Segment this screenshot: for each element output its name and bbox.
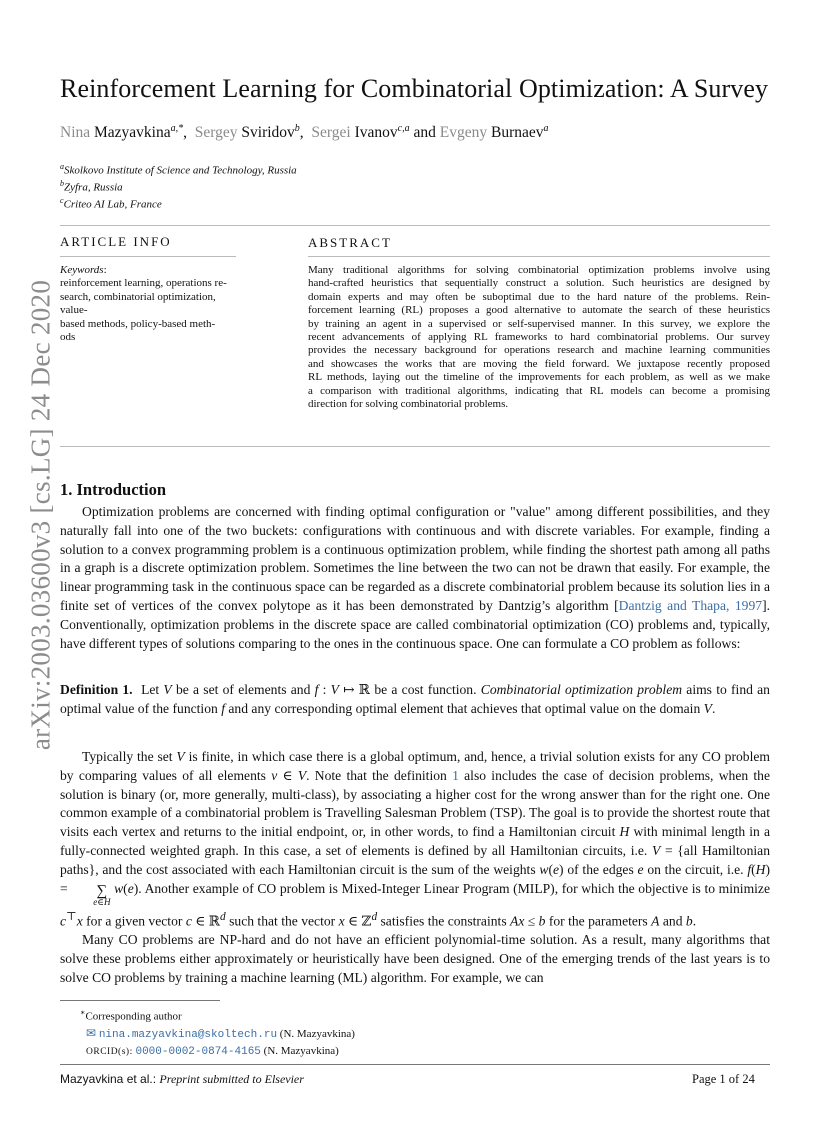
affiliation-text: Skolkovo Institute of Science and Technology, Russia [64,164,297,177]
footnote-divider [60,1000,220,1001]
section-title: 1. Introduction [60,480,167,499]
email-icon: ✉ [86,1025,97,1040]
paragraph-text: . Note that the definition [306,767,447,783]
abstract-line: forcement learning (RL) proposes a good alternative to automate the search of these heuristics [308,304,770,317]
paragraph-text: for the parameters [548,913,648,929]
footer-divider [60,1064,770,1065]
definition-label: Definition 1. [60,682,133,697]
paragraph-text: , and the cost associated with each Hamiltonian circuit is the sum of the weights [95,861,536,877]
abstract-line: hand-crafted heuristics that sequentially construct a solution. Such heuristics are designed by [308,277,770,290]
email-link[interactable]: nina.mazyavkina@skoltech.ru [98,1028,278,1041]
abstract-line: by training an agent in a supervised or self-supervised manner. In this survey, we explore the [308,317,770,330]
affiliation [60,196,162,211]
paragraph-text: is finite, in which case there is a global optimum, and, hence, a trivial solution exists for any CO problem by comparing values of all elements [60,749,770,783]
keywords-line: search, combinatorial optimization, value- [60,290,216,317]
author-list: Nina Mazyavkina$^{a,*}$, Sergey Sviridov$^b$, Sergei Ivanov$^{c,a}$ and Evgeny Burnaev$^a$ [60,123,549,142]
paragraph-text: satisfies the constraints [380,913,507,929]
author-first-name: Evgeny [439,124,488,142]
arxiv-sidebar [16,245,66,785]
citation-link[interactable]: Dantzig and Thapa, 1997 [618,597,763,613]
sum-symbol: ∑ e∈H [93,882,111,907]
author-superscript[interactable]: a,* [170,123,184,134]
abstract-heading: ABSTRACT [308,235,392,250]
orcid-link[interactable]: 0000-0002-0874-4165 [135,1045,261,1058]
affiliation [60,179,123,194]
paragraph-text: and [662,913,683,929]
author-last-name: Burnaev [491,124,544,142]
divider [60,446,770,447]
orcid-label: ORCID(s): [86,1046,133,1057]
footnote-text: (N. Mazyavkina) [263,1044,339,1057]
author-last-name: Ivanov [354,124,398,142]
affiliation-text: Zyfra, Russia [64,181,123,194]
divider [60,225,770,226]
author-first-name: Sergei [311,124,351,142]
footnote-text: Corresponding author [85,1010,182,1023]
paragraph-text: on the circuit, i.e. [647,861,744,877]
keywords-line: based methods, policy-based meth- [60,317,216,330]
abstract-line: domain experts and may often be suboptimal due to the hard nature of the problems. Rein- [308,290,770,303]
abstract-line: recent advancements of applying RL frameworks to hard combinatorial problems. Our survey [308,331,770,344]
arxiv-stamp[interactable]: arXiv:2003.03600v3 [cs.LG] 24 Dec 2020 [25,279,56,751]
body-paragraph: Typically the set V is finite, in which case there is a global optimum, and, hence, a trivial solution exists for any CO problem by comparing values of all elements v ∈ V. Note that the definition 1 also includes the case of decision problems, when the solution is binary (or, more generally, multi-class), by associating a higher cost for the wrong answer than for the right one. One common example of a combinatorial problem is Travelling Salesman Problem (TSP). The goal is to provide the shortest route that visits each vertex and returns to the initial endpoint, or, in other words, to find a Hamiltonian circuit H with minimal length in a fully-connected weighted graph. In this case, a set of elements is defined by all Hamiltonian circuits, i.e. V = {all Hamiltonian paths}, and the cost associated with each Hamiltonian circuit is the sum of the weights w(e) of the edges e on the circuit, i.e. f(H) = ∑ e∈H w(e). Another example of CO problem is Mixed-Integer Linear Program (MILP), for which the objective is to minimize c⊤x for a given vector c ∈ ℝ$^d$ such that the vector x ∈ ℤ$^d$ satisfies the constraints Ax ≤ b for the parameters A and b. Many CO problems are NP-hard and do not have an efficient polynomial-time solution. As a result, many algorithms that solve these problems either approximately or heuristically have been designed. One of the emerging trends of the last years is to solve CO problems by training a machine learning (ML) algorithm. For example, we can [60,749,771,985]
keywords-label: Keywords [60,264,104,276]
footnote-text: (N. Mazyavkina) [279,1027,355,1040]
definition-block: Definition 1. Let V be a set of elements and f : V ↦ ℝ be a cost function. Combinatorial optimization problem aims to find an optimal value of the function f and any corresponding optimal element that achieves that optimal value on the domain V. [60,682,770,716]
paragraph-text: Many CO problems are NP-hard and do not have an efficient polynomial-time solution. As a result, many algorithms that solve these problems either approximately or heuristically have been designed. One of the emerging trends of the last years is to solve CO problems by training a machine learning (ML) algorithm. For example, we can [60,931,770,985]
keywords-block: Keywords: reinforcement learning, operations re- search, combinatorial optimization, value- based methods, policy-based meth- ods [60,264,245,344]
definition-text: and any corresponding optimal element that achieves that optimal value on the domain [228,700,701,716]
footer-author: Mazyavkina et al.: [60,1072,157,1086]
paragraph-text: ]. Conventionally, optimization problems in the discrete space are called combinatorial optimization (CO) problems and, typically, have different types of solutions comparing to the ones in the continuous space. One can formulate a CO problem as follows: [60,597,770,651]
affiliation-marker: c [60,196,64,205]
page-number: Page 1 of 24 [692,1072,755,1086]
author-superscript[interactable]: c,a [397,123,410,134]
affiliation-marker: b [60,179,64,188]
paper-title: Reinforcement Learning for Combinatorial Optimization: A Survey [60,74,769,103]
abstract-body [308,264,770,411]
footer-citation [60,1072,304,1087]
footer-preprint: Preprint submitted to Elsevier [159,1072,304,1086]
paragraph-text: for a given vector [86,913,183,929]
author-and: and [413,124,436,142]
definition-text: be a cost function. [374,682,477,697]
abstract-line: Many traditional algorithms for solving combinatorial optimization problems involve using [308,264,770,276]
abstract-line: provides the necessary background for operations research and machine learning communities [308,344,770,357]
abstract-line: direction for solving combinatorial problems. [308,398,509,411]
abstract-line: a comparison with traditional algorithms, indicating that RL models can become a promising [308,384,770,397]
paragraph-text: also includes the case of decision problems, when the solution is binary (or, more generally, multi-class), by associating a higher cost for the wrong answer than for the right one. One common example of a combinatorial problem is Travelling Salesman Problem (TSP). The goal is to provide the shortest route that visits each vertex and returns to the initial endpoint, or, in other words, to find a Hamiltonian circuit [60,767,771,840]
definition-text: be a set of elements and [175,682,311,697]
paragraph-text: Optimization problems are concerned with finding optimal configuration or "value" among different possibilities, and they naturally fall into one of the two buckets: configurations with continuous and with discrete variables. For example, finding a solution to a convex programming problem is a continuous optimization problem, while finding the shortest path among all paths in a graph is a discrete optimization problem. Sometimes the line between the two can not be drawn that easily. For example, the linear programming task in the continuous space can be regarded as a discrete combinatorial problem because its solution lies in a finite set of vertices of the convex polytope as it has been demonstrated by Dantzig’s algorithm [ [60,504,770,613]
affiliation-marker: a [60,162,64,171]
keywords-line: reinforcement learning, operations re- [60,277,227,290]
affiliation-text: Criteo AI Lab, France [63,198,162,211]
abstract-line: RL methods, laying out the timeline of the improvements for each problem, as well as we make [308,371,770,384]
definition-ref-link[interactable]: 1 [452,767,459,783]
affiliation [60,162,297,177]
author-first-name: Nina [60,124,91,142]
paragraph-text: such that the vector [229,913,336,929]
divider [60,256,236,257]
definition-term: Combinatorial optimization problem [480,682,683,697]
definition-text: Let [141,682,160,697]
author-last-name: Mazyavkina [94,124,171,142]
author-superscript[interactable]: b [294,123,300,134]
footnote: ∗Corresponding author ✉ nina.mazyavkina@skoltech.ru (N. Mazyavkina) ORCID(s): 0000-0002-0874-4165 (N. Mazyavkina) [80,1008,355,1058]
intro-paragraph [60,503,770,653]
paragraph-text: with minimal length in a fully-connected weighted graph. In this case, a set of elements is defined by all Hamiltonian circuits, i.e. [60,824,770,858]
keywords-line: ods [60,331,76,344]
paragraph-text: of the edges [567,861,634,877]
paragraph-text: Typically the set [82,749,173,764]
definition-text: aims to find an optimal value of the function [60,682,770,716]
author-first-name: Sergey [194,124,238,142]
divider [308,256,770,257]
author-superscript[interactable]: a [543,123,549,134]
paragraph-text: Another example of CO problem is Mixed-Integer Linear Program (MILP), for which the objective is to minimize [144,880,770,896]
author-last-name: Sviridov [241,124,295,142]
article-info-heading: ARTICLE INFO [60,234,172,249]
abstract-line: and showcases the works that are moving the field forward. We juxtapose recently proposed [308,357,770,370]
